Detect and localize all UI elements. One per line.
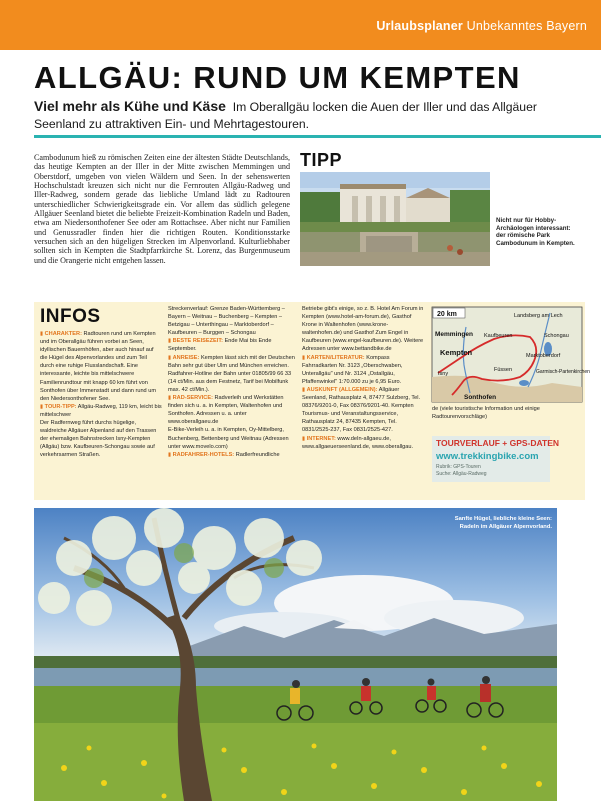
map-place-label: Marktoberdorf (526, 353, 561, 359)
gps-data-title: TOURVERLAUF + GPS-DATEN (436, 438, 560, 448)
info-label: CHARAKTER: (44, 331, 82, 337)
info-label: TOUR-TIPP: (44, 403, 77, 410)
info-text: Allgäuer Seenland, Rathausplatz 4, 87477 Sulzberg, Tel. 08376/9201-0, Fax 08376/9201-40. Kempten Tourismus- und Veranstaltungsservice, Rathausplatz 24, 87435 Kempten, Tel. 0831/2525-237, Fax 0831/2525-427. (302, 386, 421, 434)
info-marker-icon: ▮ (302, 354, 307, 361)
gps-search: Suche: Allgäu-Radweg (436, 471, 487, 477)
info-label: RAD-SERVICE: (172, 395, 213, 402)
info-label: KARTEN/LITERATUR: (306, 354, 365, 361)
section-header-bar (0, 0, 601, 50)
cyclists-landscape-photo (34, 508, 557, 801)
info-label: ANREISE: (172, 354, 200, 361)
info-text: Kompass Fahrradkarten Nr. 3123 „Oberschwaben, Unterallgäu" und Nr. 3124 „Ostallgäu, Pfaffenwinkel" 1:70.000 zu je 6,95 Euro. (302, 354, 403, 385)
info-text: Ende Mai bis Ende September. (168, 338, 272, 353)
info-text: Der Radfernweg führt durchs hügelige, waldreiche Allgäuer Alpenland auf den Trassen der ehemaligen Bahnstrecken Isny-Kempten (Allgäu) bzw. Kaufbeuren-Schongau sowie auf verkehrsarmen Straßen. (40, 420, 157, 459)
article-body: Cambodunum hieß zu römischen Zeiten eine der ältesten Städte Deutschlands, das heutige Kempten an der Iller in der Mitte zwischen Memmingen und Oberstdorf, umgeben von vielen Wäldern und Seen. In der sehenswerten Hochschulstadt kreuzen sich nicht nur die Fernrouten Allgäu-Radweg und Iller-Radweg, sondern gerade das liebliche Umland lädt zu Radtouren unterschiedlicher Schwierigkeitsgrade ein. Vor allem das südlich gelegene Allgäuer Seenland bietet die beliebte Freizeit-Kombination Radeln und Baden, etwa am Niedersonthofener See oder am Rottachsee. Aber nicht nur Familien und Genussradler finden hier die richtigen Routen. Konditionsstarke versuchen sich an den hügeligen Strecken im Alpenvorland. Kulturliebhaber sollten sich in Kempten die Stadtpfarrkirche St. Lorenz, das Burgenmuseum und die Orangerie nicht entgehen lassen. (34, 153, 290, 265)
map-place-label: Isny (438, 371, 449, 377)
map-place-label: Schongau (544, 333, 569, 339)
map-place-label: Memmingen (435, 331, 473, 338)
tipp-heading: TIPP (300, 150, 343, 170)
gps-rubrik: Rubrik: GPS-Touren (436, 464, 481, 470)
info-text: Betriebe gibt's einige, so z. B. Hotel Am Forum in Kempten (www.hotel-am-forum.de), Gasthof Krone in Waltenhofen (www.krone-waltenhofen.de) und Gasthof Zum Engel in Kaufbeuren (www.engel-kaufbeuren.de). Weitere Adressen unter www.bettandbike.de (302, 306, 424, 353)
cambodunum-photo (300, 172, 490, 266)
info-marker-icon: ▮ (40, 403, 45, 410)
info-label: RADFAHRER-HOTELS: (172, 451, 235, 458)
info-text: Kempten lässt sich mit der Deutschen Bahn sehr gut über Ulm und München erreichen. (168, 354, 295, 369)
info-marker-icon: ▮ (40, 331, 45, 337)
info-text: www.deIn-allgaeu.de, www.allgaeuerseenland.de, www.oberallgau. (302, 435, 414, 450)
subtitle-lead: Viel mehr als Kühe und Käse (34, 98, 226, 114)
article-subtitle (34, 98, 579, 133)
info-label: AUSKUNFT (ALLGEMEIN): (306, 386, 378, 393)
photo-caption: Sanfte Hügel, liebliche kleine Seen: Radeln im Allgäuer Alpenvorland. (454, 516, 552, 530)
infos-column-1 (40, 330, 162, 460)
infos-column-3 (302, 305, 426, 451)
info-label: INTERNET: (306, 435, 336, 442)
map-place-label: Kempten (440, 348, 473, 357)
info-text: Radlerfreundliche (235, 451, 280, 458)
infos-heading: INFOS (40, 306, 101, 327)
info-marker-icon: ▮ (168, 354, 173, 361)
info-marker-icon: ▮ (168, 395, 173, 402)
divider-rule (34, 135, 601, 138)
gps-data-link[interactable]: www.trekkingbike.com (436, 451, 539, 462)
infos-column-2 (168, 305, 296, 459)
info-text: E-Bike-Verleih u. a. in Kempten, Oy-Mittelberg, Buchenberg, Bettenberg und Weitnau (Adressen unter www.movelo.com) (168, 427, 289, 450)
section-label-rest: Unbekanntes Bayern (466, 19, 587, 33)
map-place-label: Sonthofen (464, 394, 497, 401)
article-title: ALLGÄU: RUND UM KEMPTEN (34, 60, 521, 95)
info-marker-icon: ▮ (302, 386, 307, 393)
map-place-label: Füssen (494, 367, 513, 373)
info-text: Radtouren rund um Kempten und im Oberallgäu führen vorbei an Seen, idyllischen Bauernhöfen, aber auch hinauf auf die Hügel des Alpenvorlandes und zum Teil durch eine ruhige Flusslandschaft. Eine interessante, leichte bis mittelschwere Familienrundtour mit knapp 60 km führt von Sonthofen über Immenstadt und dann rund um den Niedersonthofener See. (40, 331, 156, 402)
infos-column-4: de (viele touristische Information und einige Radtourenvorschläge) (432, 406, 540, 421)
info-marker-icon: ▮ (302, 435, 307, 442)
info-marker-icon: ▮ (168, 451, 173, 458)
info-text: Radverleih und Werkstätten finden sich u. a. in Kempten, Waltenhofen und Sonthofen. Adressen u. a. unter www.oberallgaeu.de (168, 395, 284, 426)
map-scale-label: 20 km (437, 311, 457, 318)
subtitle-rest: Im Oberallgäu locken die Auen der Iller und das Allgäuer Seenland zu attraktiven Ein- und Mehrtagestouren. (34, 100, 537, 131)
info-text: Streckenverlauf: Grenze Baden-Württemberg – Bayern – Weitnau – Buchenberg – Kempten – Betzigau – Unterthingau – Marktoberdorf – Kaufbeuren – Burggen – Schongau (168, 306, 285, 337)
info-text: Allgäu-Radweg, 119 km, leicht bis mittelschwer (40, 403, 162, 418)
info-label: BESTE REISEZEIT: (172, 338, 223, 345)
map-place-label: Kaufbeuren (484, 333, 513, 339)
info-marker-icon: ▮ (168, 338, 173, 345)
section-label (376, 19, 587, 33)
tipp-caption: Nicht nur für Hobby-Archäologen interessant: der römische Park Cambodunum in Kempten. (496, 217, 575, 247)
map-place-label: Garmisch-Partenkirchen (536, 369, 590, 375)
info-text: Radfahrer-Hotline der Bahn unter 01805/99 66 33 (14 ct/Min. aus dem Festnetz, Tarif bei Mobilfunk max. 42 ct/Min.). (168, 370, 292, 393)
section-label-bold: Urlaubsplaner (376, 19, 463, 33)
route-map (432, 307, 590, 402)
map-place-label: Landsberg am Lech (514, 313, 563, 319)
